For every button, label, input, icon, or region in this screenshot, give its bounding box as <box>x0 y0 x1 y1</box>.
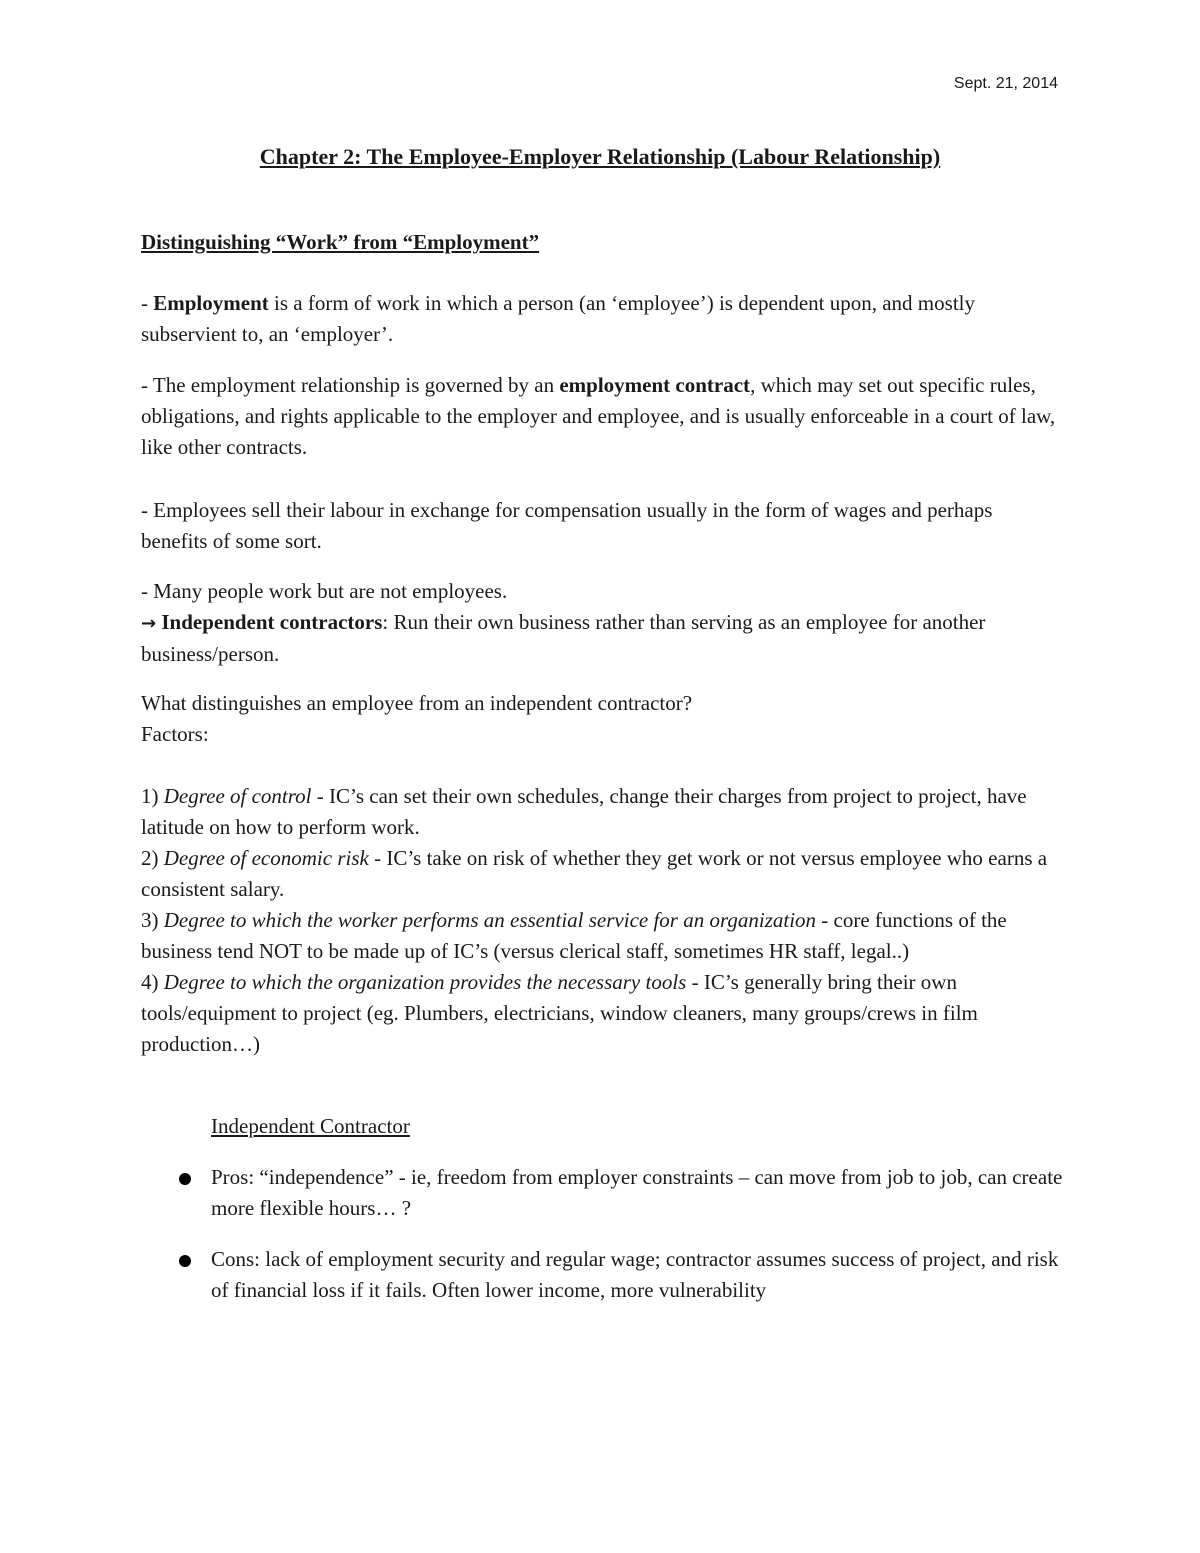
factor-term: Degree of economic risk <box>163 846 369 870</box>
p2-prefix: - The employment relationship is governed by an <box>141 373 560 397</box>
p4-rest: : Run their own business rather than serving as an employee for another business/person. <box>141 610 986 666</box>
p1-rest: is a form of work in which a person (an ‘employee’) is dependent upon, and mostly subservient to, an ‘employer’. <box>141 291 975 346</box>
paragraph-employment-contract <box>141 370 1061 463</box>
factor-term: Degree to which the organization provides the necessary tools <box>163 970 687 994</box>
p4-bold-term: Independent contractors <box>161 610 383 634</box>
p1-prefix: - <box>141 291 154 315</box>
p1-bold-term: Employment <box>153 291 269 315</box>
question-block <box>141 688 1061 750</box>
factor-item <box>141 967 1061 1060</box>
p4-line1: - Many people work but are not employees. <box>141 579 508 603</box>
factor-number: 1) <box>141 784 164 808</box>
bullet-icon <box>179 1255 191 1267</box>
bullet-text: Cons: lack of employment security and regular wage; contractor assumes success of project, and risk of financial loss if it fails. Often lower income, more vulnerability <box>211 1247 1059 1302</box>
factors-label: Factors: <box>141 722 209 746</box>
factor-number: 2) <box>141 846 164 870</box>
paragraph-employees-sell-labour: - Employees sell their labour in exchange for compensation usually in the form of wages and perhaps benefits of some sort. <box>141 498 993 553</box>
factor-item <box>141 905 1061 967</box>
bullet-icon <box>179 1173 191 1185</box>
factor-description: - IC’s generally bring their own tools/equipment to project (eg. Plumbers, electricians, window cleaners, many groups/crews in film production…) <box>141 970 978 1056</box>
document-date: Sept. 21, 2014 <box>953 75 1058 92</box>
paragraph-employment-definition <box>141 288 1061 350</box>
factor-number: 3) <box>141 908 164 932</box>
factor-description: - IC’s take on risk of whether they get work or not versus employee who earns a consistent salary. <box>141 846 1048 901</box>
paragraph-independent-contractors <box>141 576 1061 670</box>
list-item-pros <box>175 1162 1065 1224</box>
factor-description: - core functions of the business tend NOT to be made up of IC’s (versus clerical staff, sometimes HR staff, legal..) <box>141 908 1007 963</box>
section-heading: Distinguishing “Work” from “Employment” <box>141 230 540 254</box>
p2-rest: , which may set out specific rules, obligations, and rights applicable to the employer and employee, and is usually enforceable in a court of law, like other contracts. <box>141 373 1056 459</box>
factors-list <box>141 781 1061 1060</box>
factor-number: 4) <box>141 970 164 994</box>
question-text: What distinguishes an employee from an independent contractor? <box>141 691 693 715</box>
p2-bold-term: employment contract <box>559 373 751 397</box>
arrow-right-icon: → <box>141 613 157 634</box>
factor-item <box>141 843 1061 905</box>
chapter-title: Chapter 2: The Employee-Employer Relationship (Labour Relationship) <box>259 144 941 169</box>
bullet-text: Pros: “independence” - ie, freedom from employer constraints – can move from job to job, can create more flexible hours… ? <box>211 1165 1063 1220</box>
factor-description: - IC’s can set their own schedules, change their charges from project to project, have latitude on how to perform work. <box>141 784 1027 839</box>
factor-term: Degree to which the worker performs an essential service for an organization <box>163 908 817 932</box>
p4-line2 <box>141 607 1061 670</box>
independent-contractor-heading: Independent Contractor <box>211 1114 410 1138</box>
factor-term: Degree of control <box>163 784 312 808</box>
factor-item <box>141 781 1061 843</box>
list-item-cons <box>175 1244 1065 1306</box>
